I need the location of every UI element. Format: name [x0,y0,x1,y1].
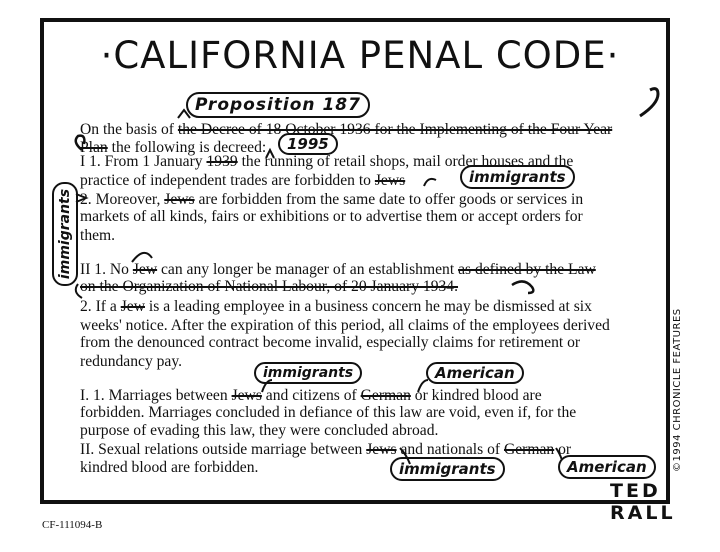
caret-mark-5 [418,380,428,392]
text-line-5: 2. Moreover, Jews are forbidden from the same date to offer goods or services in [80,191,584,208]
caret-mark-2 [266,150,274,158]
catalog-code: CF-111094-B [42,519,103,531]
hook-mark-2 [76,284,82,298]
annotation-american-1: American [426,362,524,384]
caret-mark-1 [178,110,190,118]
text-line-17: II. Sexual relations outside marriage between Jews and nationals of German or [80,441,572,458]
caret-mark-4 [262,380,272,392]
arrow-mark-1 [76,194,86,202]
text-line-2: Plan the following is decreed: [80,139,267,156]
annotation-immigrants-side: immigrants [52,182,78,286]
loop-mark-3 [512,281,533,293]
annotation-proposition: Proposition 187 [186,92,370,118]
annotation-immigrants-1: immigrants [460,165,575,189]
loop-mark-1 [640,89,658,116]
text-line-3: I 1. From 1 January 1939 the running of retail shops, mail order houses and the [80,153,574,170]
annotation-immigrants-2: immigrants [254,362,362,384]
text-line-13: redundancy pay. [80,353,183,370]
copyright-credit: ©1994 CHRONICLE FEATURES [672,308,683,472]
text-line-14: I. 1. Marriages between Jews and citizens of German or kindred blood are [80,387,542,404]
text-line-12: from the denounced contract become invalid, especially claims for retirement or [80,334,581,351]
annotation-year: 1995 [278,133,338,155]
text-line-11: weeks' notice. After the expiration of this period, all claims of the employees derived [80,317,610,334]
text-line-7: them. [80,227,116,244]
text-line-4: practice of independent trades are forbidden to Jews [80,172,406,189]
text-line-16: purpose of evading this law, they were concluded abroad. [80,422,439,439]
text-line-9: on the Organization of National Labour, of 20 January 1934. [80,278,459,295]
loop-mark-2 [76,136,85,150]
text-line-15: forbidden. Marriages concluded in defiance of this law are void, even if, for the [80,404,577,421]
caret-mark-6 [400,448,410,464]
page-title: ·CALIFORNIA PENAL CODE· [100,34,620,77]
text-line-18: kindred blood are forbidden. [80,459,259,476]
annotation-american-2: American [558,455,656,479]
text-line-8: II 1. No Jew can any longer be manager of an establishment as defined by the Law [80,261,596,278]
text-line-6: markets of all kinds, fairs or exhibitions or to advertise them or accept orders for [80,208,583,225]
artist-signature: TED RALL [610,480,676,524]
caret-mark-7 [556,448,562,460]
annotation-immigrants-3: immigrants [390,457,505,481]
text-line-1: On the basis of the Decree of 18 October 1936 for the Implementing of the Four Year [80,121,613,138]
text-line-10: 2. If a Jew is a leading employee in a business concern he may be dismissed at six [80,298,592,315]
caret-mark-3 [424,179,436,186]
hook-mark-1 [132,253,152,262]
